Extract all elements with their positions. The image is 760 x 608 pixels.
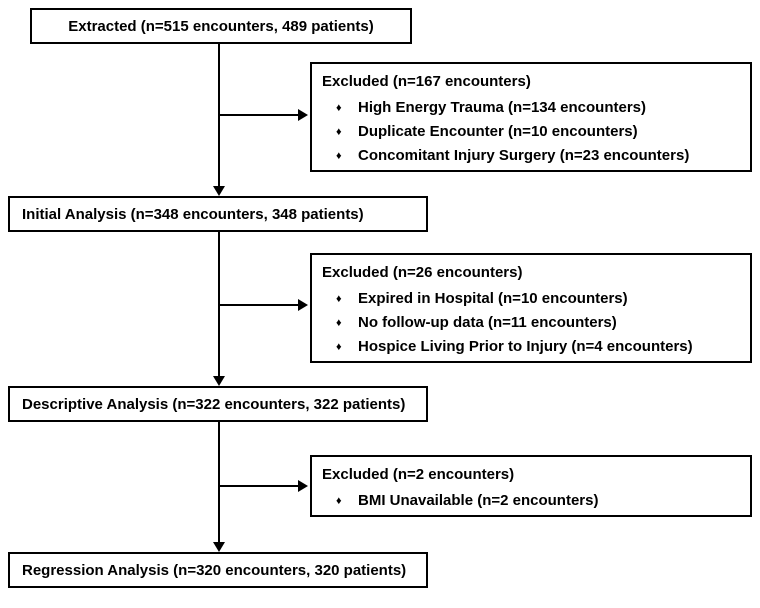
diamond-bullet-icon: ♦ [336, 495, 342, 507]
stage-box-descriptive-analysis [8, 386, 428, 422]
stage-box-extracted [30, 8, 412, 44]
exclusion-2-title: Excluded (n=26 encounters) [322, 264, 523, 281]
exclusion-1-item-3-text: Concomitant Injury Surgery (n=23 encounters) [358, 147, 690, 164]
arrowhead-down-icon [213, 186, 225, 196]
diamond-bullet-icon: ♦ [336, 150, 342, 162]
exclusion-2-item-2 [322, 311, 740, 335]
exclusion-2-item-2-text: No follow-up data (n=11 encounters) [358, 314, 617, 331]
stage-box-initial-analysis [8, 196, 428, 232]
exclusion-box-2 [310, 253, 752, 363]
exclusion-1-item-2-text: Duplicate Encounter (n=10 encounters) [358, 123, 638, 140]
exclusion-1-item-2 [322, 120, 740, 144]
exclusion-box-3 [310, 455, 752, 517]
arrowhead-right-icon [298, 480, 308, 492]
diamond-bullet-icon: ♦ [336, 341, 342, 353]
arrowhead-down-icon [213, 376, 225, 386]
exclusion-2-item-1 [322, 287, 740, 311]
arrowhead-right-icon [298, 299, 308, 311]
exclusion-2-item-3-text: Hospice Living Prior to Injury (n=4 encounters) [358, 338, 693, 355]
exclusion-3-item-1 [322, 489, 740, 513]
exclusion-3-item-1-text: BMI Unavailable (n=2 encounters) [358, 492, 599, 509]
stage-box-regression-analysis-label: Regression Analysis (n=320 encounters, 320 patients) [22, 561, 407, 579]
flow-line-to-exclusion-1 [219, 114, 299, 116]
exclusion-1-item-1-text: High Energy Trauma (n=134 encounters) [358, 99, 646, 116]
flow-line-extracted-to-initial [218, 44, 220, 188]
flow-line-to-exclusion-2 [219, 304, 299, 306]
arrowhead-down-icon [213, 542, 225, 552]
flow-line-to-exclusion-3 [219, 485, 299, 487]
exclusion-3-title: Excluded (n=2 encounters) [322, 466, 515, 483]
stage-box-extracted-label: Extracted (n=515 encounters, 489 patients) [68, 17, 374, 35]
exclusion-2-item-1-text: Expired in Hospital (n=10 encounters) [358, 290, 628, 307]
diamond-bullet-icon: ♦ [336, 126, 342, 138]
exclusion-1-item-1 [322, 96, 740, 120]
exclusion-1-title: Excluded (n=167 encounters) [322, 73, 531, 90]
exclusion-box-1 [310, 62, 752, 172]
exclusion-1-item-3 [322, 144, 740, 168]
arrowhead-right-icon [298, 109, 308, 121]
diamond-bullet-icon: ♦ [336, 102, 342, 114]
flow-line-descriptive-to-regression [218, 422, 220, 542]
stage-box-regression-analysis [8, 552, 428, 588]
exclusion-2-item-3 [322, 335, 740, 359]
diamond-bullet-icon: ♦ [336, 317, 342, 329]
stage-box-initial-analysis-label: Initial Analysis (n=348 encounters, 348 patients) [22, 205, 364, 223]
stage-box-descriptive-analysis-label: Descriptive Analysis (n=322 encounters, 322 patients) [22, 395, 406, 413]
diamond-bullet-icon: ♦ [336, 293, 342, 305]
